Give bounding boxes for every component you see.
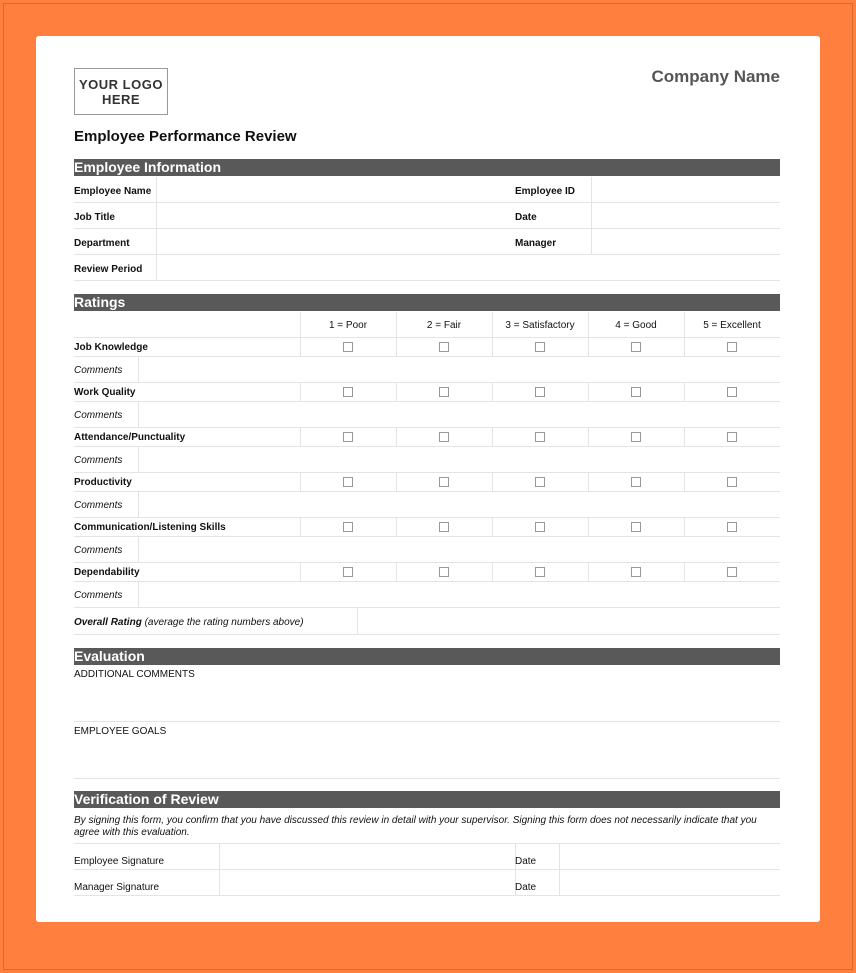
rating-checkbox-4[interactable]: [631, 522, 641, 532]
column-divider: [492, 383, 493, 401]
review-period-field[interactable]: [157, 255, 780, 280]
rating-checkbox-3[interactable]: [535, 342, 545, 352]
column-divider: [300, 473, 301, 491]
column-divider: [300, 338, 301, 356]
manager-signature-field[interactable]: [220, 870, 515, 895]
comments-field[interactable]: [139, 357, 780, 382]
rating-checkbox-3[interactable]: [535, 477, 545, 487]
column-divider: [588, 338, 589, 356]
comments-row: [74, 492, 780, 518]
overall-rating-label: [74, 617, 304, 628]
date-label: Date: [515, 212, 537, 223]
criterion-label: Productivity: [74, 477, 132, 488]
info-row: [74, 229, 780, 255]
criterion-row: [74, 518, 780, 537]
rating-checkbox-5[interactable]: [727, 387, 737, 397]
additional-comments-field[interactable]: [74, 666, 780, 722]
logo-text: YOUR LOGO: [79, 77, 163, 92]
comments-label: Comments: [74, 455, 123, 466]
rating-checkbox-4[interactable]: [631, 342, 641, 352]
rating-checkbox-2[interactable]: [439, 432, 449, 442]
comments-row: [74, 447, 780, 473]
comments-field[interactable]: [139, 402, 780, 427]
column-divider: [588, 428, 589, 446]
overall-rating-bold: Overall Rating: [74, 617, 142, 628]
employee-goals-label: EMPLOYEE GOALS: [74, 726, 167, 737]
rating-checkbox-2[interactable]: [439, 567, 449, 577]
column-divider: [300, 428, 301, 446]
manager-label: Manager: [515, 238, 557, 249]
manager-signature-label: Manager Signature: [74, 882, 160, 893]
column-divider: [684, 518, 685, 536]
comments-field[interactable]: [139, 492, 780, 517]
employee-date-field[interactable]: [560, 844, 780, 869]
criterion-row: [74, 563, 780, 582]
rating-scale-header: 4 = Good: [615, 320, 657, 331]
comments-row: [74, 357, 780, 383]
employee-name-field[interactable]: [157, 177, 515, 202]
rating-scale-header: 3 = Satisfactory: [505, 320, 575, 331]
rating-checkbox-4[interactable]: [631, 477, 641, 487]
rating-checkbox-2[interactable]: [439, 522, 449, 532]
overall-rating-row: [74, 608, 780, 635]
department-label: Department: [74, 238, 130, 249]
date-field[interactable]: [592, 203, 780, 228]
column-divider: [588, 473, 589, 491]
column-divider: [492, 473, 493, 491]
column-divider: [396, 518, 397, 536]
employee-signature-label: Employee Signature: [74, 856, 165, 867]
rating-checkbox-4[interactable]: [631, 567, 641, 577]
form-title: Employee Performance Review: [74, 128, 297, 145]
column-divider: [492, 428, 493, 446]
comments-field[interactable]: [139, 447, 780, 472]
comments-label: Comments: [74, 545, 123, 556]
section-ratings: Ratings: [74, 294, 780, 311]
column-divider: [684, 383, 685, 401]
column-divider: [492, 518, 493, 536]
column-divider: [684, 428, 685, 446]
info-row: [74, 203, 780, 229]
comments-label: Comments: [74, 500, 123, 511]
manager-field[interactable]: [592, 229, 780, 254]
rating-checkbox-1[interactable]: [343, 477, 353, 487]
column-divider: [492, 563, 493, 581]
column-divider: [396, 563, 397, 581]
criterion-row: [74, 473, 780, 492]
rating-checkbox-4[interactable]: [631, 432, 641, 442]
column-divider: [588, 383, 589, 401]
criterion-row: [74, 383, 780, 402]
signature-row: [74, 844, 780, 870]
criterion-label: Job Knowledge: [74, 342, 148, 353]
rating-scale-header: 1 = Poor: [328, 320, 368, 331]
section-employee-information: Employee Information: [74, 159, 780, 176]
company-name: Company Name: [651, 67, 780, 86]
employee-date-label: Date: [515, 856, 537, 867]
logo-text: HERE: [101, 92, 141, 107]
rating-checkbox-5[interactable]: [727, 342, 737, 352]
rating-checkbox-1[interactable]: [343, 567, 353, 577]
verification-text-row: [74, 809, 780, 844]
job-title-label: Job Title: [74, 212, 115, 223]
column-divider: [588, 518, 589, 536]
section-evaluation: Evaluation: [74, 648, 780, 665]
column-divider: [396, 338, 397, 356]
column-divider: [684, 338, 685, 356]
criterion-label: Work Quality: [74, 387, 136, 398]
rating-checkbox-1[interactable]: [343, 522, 353, 532]
review-period-label: Review Period: [74, 264, 143, 275]
rating-checkbox-3[interactable]: [535, 522, 545, 532]
rating-checkbox-2[interactable]: [439, 477, 449, 487]
comments-row: [74, 537, 780, 563]
rating-checkbox-5[interactable]: [727, 432, 737, 442]
job-title-field[interactable]: [157, 203, 515, 228]
overall-rating-note: (average the rating numbers above): [141, 617, 304, 628]
employee-signature-field[interactable]: [220, 844, 515, 869]
column-divider: [684, 563, 685, 581]
criterion-label: Dependability: [74, 567, 140, 578]
manager-date-label: Date: [515, 882, 537, 893]
column-divider: [300, 518, 301, 536]
column-divider: [300, 563, 301, 581]
rating-checkbox-5[interactable]: [727, 567, 737, 577]
rating-checkbox-5[interactable]: [727, 477, 737, 487]
column-divider: [300, 383, 301, 401]
rating-checkbox-1[interactable]: [343, 342, 353, 352]
logo-placeholder: [74, 68, 168, 115]
additional-comments-label: ADDITIONAL COMMENTS: [74, 669, 195, 680]
rating-scale-header: 2 = Fair: [426, 320, 462, 331]
rating-checkbox-3[interactable]: [535, 387, 545, 397]
rating-checkbox-2[interactable]: [439, 387, 449, 397]
criterion-label: Communication/Listening Skills: [74, 522, 226, 533]
comments-row: [74, 402, 780, 428]
manager-date-field[interactable]: [560, 870, 780, 895]
employee-goals-field[interactable]: [74, 722, 780, 779]
rating-scale-header: 5 = Excellent: [703, 320, 761, 331]
rating-checkbox-2[interactable]: [439, 342, 449, 352]
rating-checkbox-4[interactable]: [631, 387, 641, 397]
rating-checkbox-1[interactable]: [343, 432, 353, 442]
employee-id-field[interactable]: [592, 177, 780, 202]
column-divider: [396, 428, 397, 446]
comments-label: Comments: [74, 365, 123, 376]
comments-field[interactable]: [139, 537, 780, 562]
column-divider: [684, 473, 685, 491]
rating-checkbox-5[interactable]: [727, 522, 737, 532]
rating-checkbox-3[interactable]: [535, 432, 545, 442]
signature-row: [74, 870, 780, 896]
column-divider: [396, 473, 397, 491]
employee-id-label: Employee ID: [515, 186, 576, 197]
department-field[interactable]: [157, 229, 515, 254]
info-row: [74, 177, 780, 203]
verification-statement: By signing this form, you confirm that you have discussed this review in detail with your supervisor. Signing this form does not necessarily indicate that you agree with this evaluation.: [74, 815, 757, 838]
criterion-label: Attendance/Punctuality: [74, 432, 186, 443]
comments-row: [74, 582, 780, 608]
column-divider: [396, 383, 397, 401]
rating-checkbox-3[interactable]: [535, 567, 545, 577]
column-divider: [492, 338, 493, 356]
comments-label: Comments: [74, 410, 123, 421]
rating-checkbox-1[interactable]: [343, 387, 353, 397]
overall-rating-field[interactable]: [358, 608, 780, 634]
info-row: [74, 255, 780, 281]
criterion-row: [74, 338, 780, 357]
criterion-row: [74, 428, 780, 447]
ratings-header-row: [74, 312, 780, 338]
comments-label: Comments: [74, 590, 123, 601]
section-verification: Verification of Review: [74, 791, 780, 808]
comments-field[interactable]: [139, 582, 780, 607]
column-divider: [588, 563, 589, 581]
employee-name-label: Employee Name: [74, 186, 152, 197]
